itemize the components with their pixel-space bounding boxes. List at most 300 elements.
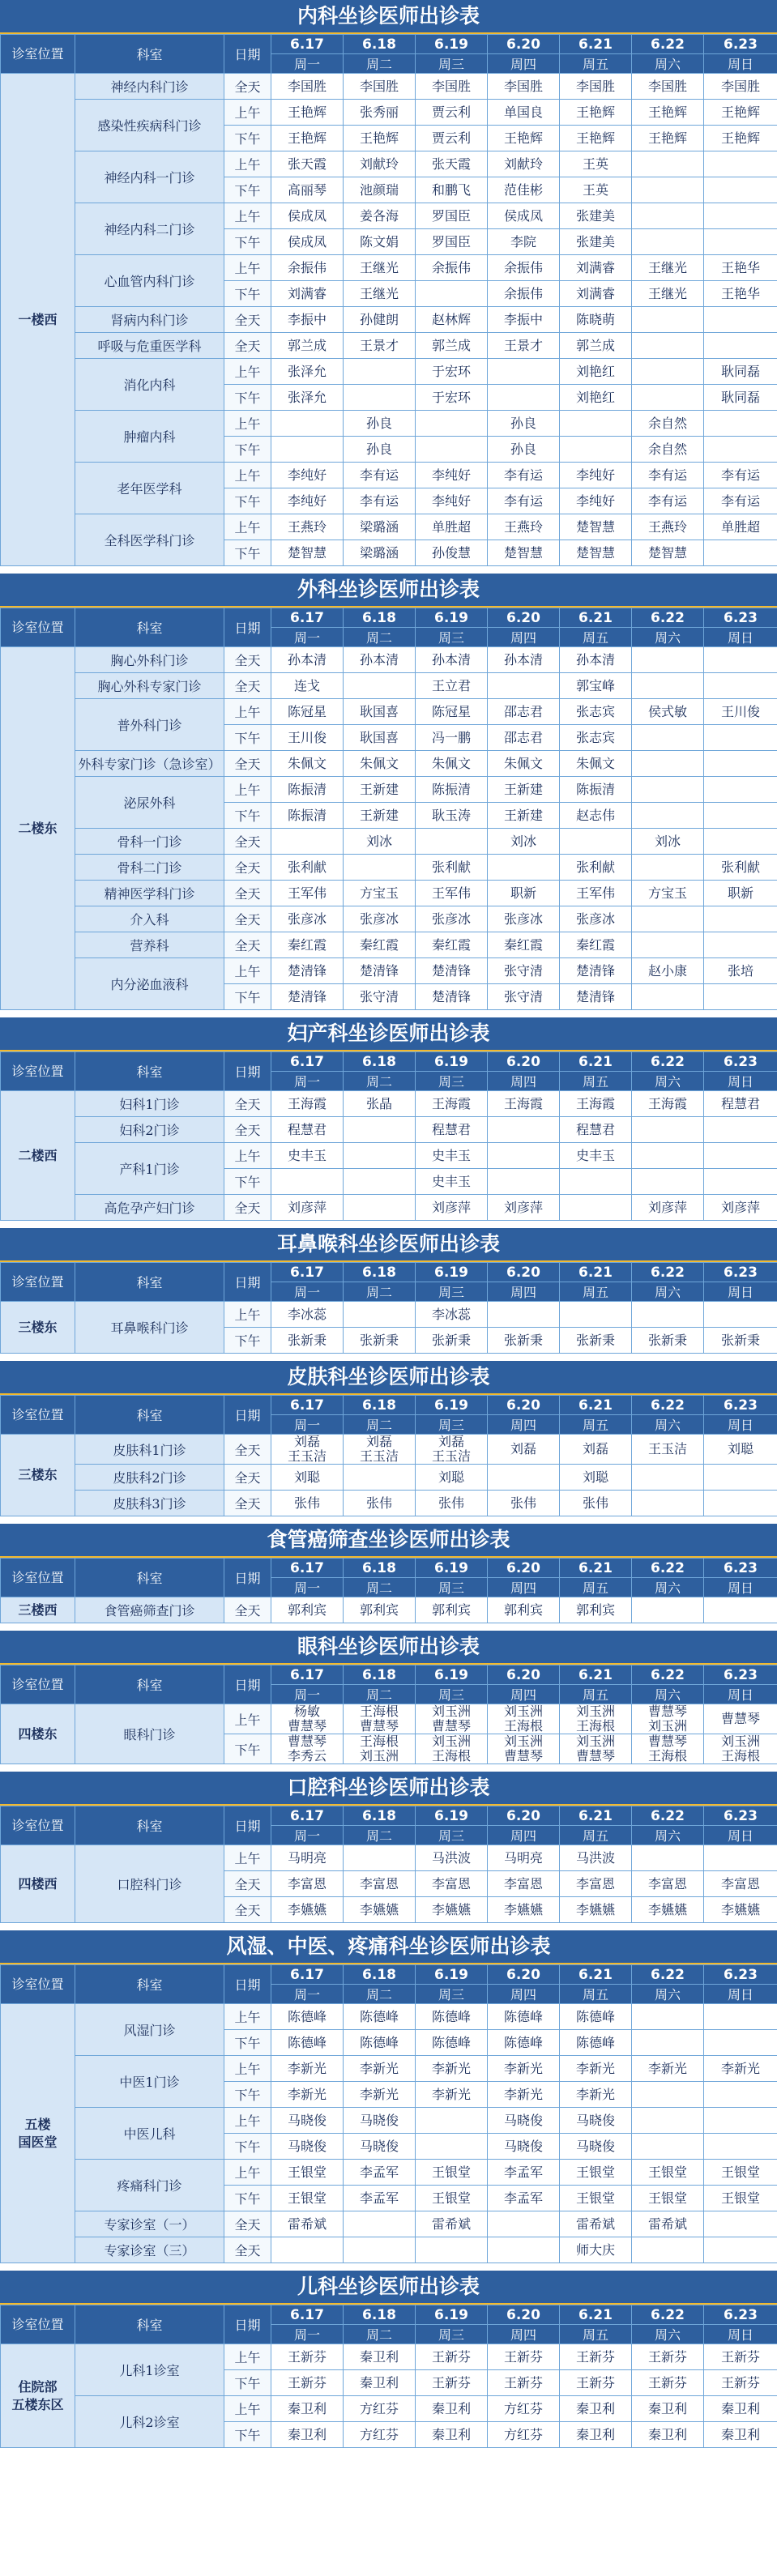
doctor-cell: 耿同磊 bbox=[704, 359, 777, 385]
header-date: 6.19 bbox=[416, 1665, 488, 1685]
header-weekday: 周一 bbox=[271, 628, 344, 647]
doctor-cell: 陈德峰 bbox=[488, 2030, 560, 2056]
schedule-section bbox=[0, 1524, 777, 1623]
doctor-cell bbox=[416, 2237, 488, 2263]
doctor-cell: 侯成凤 bbox=[488, 203, 560, 229]
doctor-cell: 李嬿嬿 bbox=[344, 1897, 416, 1923]
schedule-row bbox=[1, 647, 777, 673]
schedule-row bbox=[1, 2056, 777, 2082]
doctor-cell: 余振伟 bbox=[488, 281, 560, 307]
doctor-cell: 李新光 bbox=[560, 2082, 632, 2108]
doctor-cell: 刘磊 王玉洁 bbox=[271, 1435, 344, 1465]
header-department: 科室 bbox=[75, 1806, 224, 1845]
header-weekday: 周一 bbox=[271, 1985, 344, 2004]
department-name: 全科医学科门诊 bbox=[75, 514, 224, 566]
header-weekday: 周五 bbox=[560, 1415, 632, 1435]
doctor-cell: 李振中 bbox=[271, 307, 344, 333]
doctor-cell: 马晓俊 bbox=[560, 2134, 632, 2160]
location-cell: 四楼东 bbox=[1, 1704, 75, 1764]
period-cell: 上午 bbox=[224, 514, 271, 540]
header-date: 6.21 bbox=[560, 1806, 632, 1826]
department-name: 内分泌血液科 bbox=[75, 958, 224, 1010]
doctor-cell: 王立君 bbox=[416, 673, 488, 699]
doctor-cell: 王海霞 bbox=[632, 1091, 704, 1117]
doctor-cell: 李纯好 bbox=[271, 463, 344, 488]
doctor-cell: 刘满睿 bbox=[560, 255, 632, 281]
period-cell: 下午 bbox=[224, 725, 271, 751]
period-cell: 上午 bbox=[224, 255, 271, 281]
section-separator bbox=[0, 1354, 777, 1361]
doctor-cell: 方宝玉 bbox=[632, 881, 704, 906]
doctor-cell: 李孟军 bbox=[488, 2186, 560, 2211]
doctor-cell bbox=[704, 1117, 777, 1143]
header-date: 6.23 bbox=[704, 1965, 777, 1985]
header-date: 6.17 bbox=[271, 1806, 344, 1826]
schedule-row bbox=[1, 1302, 777, 1328]
doctor-cell: 李孟军 bbox=[488, 2160, 560, 2186]
header-weekday: 周日 bbox=[704, 1415, 777, 1435]
doctor-cell: 罗国臣 bbox=[416, 229, 488, 255]
header-date: 6.18 bbox=[344, 1052, 416, 1072]
period-cell: 全天 bbox=[224, 881, 271, 906]
section-title: 眼科坐诊医师出诊表 bbox=[0, 1631, 777, 1665]
doctor-cell bbox=[632, 1169, 704, 1195]
header-row-dates bbox=[1, 2305, 777, 2325]
header-date: 6.22 bbox=[632, 1396, 704, 1415]
doctor-cell: 张新秉 bbox=[704, 1328, 777, 1354]
doctor-cell: 程慧君 bbox=[704, 1091, 777, 1117]
doctor-cell bbox=[488, 2237, 560, 2263]
period-cell: 全天 bbox=[224, 1465, 271, 1491]
department-name: 介入科 bbox=[75, 906, 224, 932]
location-cell: 住院部 五楼东区 bbox=[1, 2344, 75, 2448]
period-cell: 下午 bbox=[224, 488, 271, 514]
header-period: 日期 bbox=[224, 1263, 271, 1302]
doctor-cell: 王银堂 bbox=[560, 2160, 632, 2186]
header-weekday: 周五 bbox=[560, 1685, 632, 1704]
doctor-cell: 孙良 bbox=[488, 437, 560, 463]
header-date: 6.23 bbox=[704, 1806, 777, 1826]
doctor-cell bbox=[632, 359, 704, 385]
period-cell: 全天 bbox=[224, 932, 271, 958]
doctor-cell bbox=[344, 1117, 416, 1143]
period-cell: 全天 bbox=[224, 307, 271, 333]
header-period: 日期 bbox=[224, 1396, 271, 1435]
doctor-cell: 楚智慧 bbox=[632, 540, 704, 566]
header-weekday: 周日 bbox=[704, 1685, 777, 1704]
header-weekday: 周一 bbox=[271, 1826, 344, 1845]
period-cell: 上午 bbox=[224, 2004, 271, 2030]
doctor-cell: 李新光 bbox=[488, 2082, 560, 2108]
doctor-cell: 职新 bbox=[704, 881, 777, 906]
doctor-cell: 罗国臣 bbox=[416, 203, 488, 229]
doctor-cell: 王艳辉 bbox=[560, 100, 632, 126]
schedule-section bbox=[0, 574, 777, 1010]
doctor-cell: 刘玉洲 曹慧琴 bbox=[488, 1734, 560, 1764]
header-period: 日期 bbox=[224, 1559, 271, 1597]
header-weekday: 周六 bbox=[632, 2325, 704, 2344]
department-name: 产科1门诊 bbox=[75, 1143, 224, 1195]
doctor-cell: 张彦冰 bbox=[560, 906, 632, 932]
doctor-cell: 秦红霞 bbox=[271, 932, 344, 958]
period-cell: 下午 bbox=[224, 1328, 271, 1354]
doctor-cell: 秦卫利 bbox=[416, 2396, 488, 2422]
doctor-cell bbox=[488, 1117, 560, 1143]
doctor-cell: 王燕玲 bbox=[488, 514, 560, 540]
doctor-cell: 王新芬 bbox=[488, 2370, 560, 2396]
doctor-cell: 贾云利 bbox=[416, 126, 488, 151]
doctor-cell: 孙本清 bbox=[560, 647, 632, 673]
doctor-cell: 王川俊 bbox=[704, 699, 777, 725]
doctor-cell: 李有运 bbox=[704, 463, 777, 488]
doctor-cell: 王军伟 bbox=[271, 881, 344, 906]
doctor-cell: 李国胜 bbox=[344, 74, 416, 100]
period-cell: 下午 bbox=[224, 2186, 271, 2211]
header-weekday: 周日 bbox=[704, 1282, 777, 1302]
doctor-cell: 楚智慧 bbox=[560, 514, 632, 540]
section-separator bbox=[0, 1623, 777, 1631]
department-name: 肾病内科门诊 bbox=[75, 307, 224, 333]
doctor-cell bbox=[704, 751, 777, 777]
schedule-row bbox=[1, 2211, 777, 2237]
schedule-table bbox=[0, 34, 777, 566]
doctor-cell: 王银堂 bbox=[560, 2186, 632, 2211]
period-cell: 上午 bbox=[224, 203, 271, 229]
header-row-dates bbox=[1, 1806, 777, 1826]
doctor-cell: 邵志君 bbox=[488, 699, 560, 725]
doctor-cell bbox=[488, 1143, 560, 1169]
department-name: 神经内科门诊 bbox=[75, 74, 224, 100]
doctor-cell: 孙本清 bbox=[344, 647, 416, 673]
doctor-cell: 孙本清 bbox=[488, 647, 560, 673]
header-date: 6.20 bbox=[488, 1965, 560, 1985]
header-weekday: 周二 bbox=[344, 1985, 416, 2004]
doctor-cell: 马洪波 bbox=[416, 1845, 488, 1871]
header-department: 科室 bbox=[75, 1052, 224, 1091]
header-date: 6.17 bbox=[271, 1396, 344, 1415]
schedule-row bbox=[1, 829, 777, 855]
doctor-cell bbox=[704, 1169, 777, 1195]
doctor-cell: 王燕玲 bbox=[271, 514, 344, 540]
doctor-cell: 雷希斌 bbox=[271, 2211, 344, 2237]
schedule-row bbox=[1, 1597, 777, 1623]
schedule-row bbox=[1, 100, 777, 126]
doctor-cell: 陈德峰 bbox=[344, 2004, 416, 2030]
doctor-cell bbox=[632, 2134, 704, 2160]
doctor-cell: 李有运 bbox=[488, 463, 560, 488]
doctor-cell: 雷希斌 bbox=[560, 2211, 632, 2237]
doctor-cell: 孙本清 bbox=[416, 647, 488, 673]
department-name: 妇科2门诊 bbox=[75, 1117, 224, 1143]
doctor-cell bbox=[704, 2004, 777, 2030]
doctor-cell bbox=[704, 307, 777, 333]
doctor-cell bbox=[488, 1465, 560, 1491]
doctor-cell: 李富恩 bbox=[632, 1871, 704, 1897]
doctor-cell bbox=[560, 411, 632, 437]
header-period: 日期 bbox=[224, 2305, 271, 2344]
header-date: 6.23 bbox=[704, 608, 777, 628]
header-weekday: 周三 bbox=[416, 54, 488, 74]
schedule-row bbox=[1, 673, 777, 699]
doctor-cell: 楚清锋 bbox=[560, 958, 632, 984]
department-name: 泌尿外科 bbox=[75, 777, 224, 829]
doctor-cell: 刘聪 bbox=[271, 1465, 344, 1491]
doctor-cell: 王银堂 bbox=[632, 2160, 704, 2186]
doctor-cell bbox=[560, 829, 632, 855]
doctor-cell: 秦卫利 bbox=[704, 2422, 777, 2448]
doctor-cell: 李有运 bbox=[632, 488, 704, 514]
header-date: 6.21 bbox=[560, 1559, 632, 1578]
doctor-cell: 郭利宾 bbox=[271, 1597, 344, 1623]
header-weekday: 周四 bbox=[488, 628, 560, 647]
section-title: 风湿、中医、疼痛科坐诊医师出诊表 bbox=[0, 1930, 777, 1964]
doctor-cell: 张伟 bbox=[560, 1491, 632, 1516]
header-date: 6.20 bbox=[488, 35, 560, 54]
header-period: 日期 bbox=[224, 1665, 271, 1704]
section-separator bbox=[0, 1923, 777, 1930]
header-date: 6.19 bbox=[416, 1559, 488, 1578]
department-name: 耳鼻喉科门诊 bbox=[75, 1302, 224, 1354]
doctor-cell bbox=[704, 411, 777, 437]
header-date: 6.17 bbox=[271, 35, 344, 54]
doctor-cell: 楚清锋 bbox=[416, 958, 488, 984]
doctor-cell: 王英 bbox=[560, 151, 632, 177]
doctor-cell: 秦红霞 bbox=[488, 932, 560, 958]
header-weekday: 周三 bbox=[416, 1072, 488, 1091]
doctor-cell: 李新光 bbox=[416, 2082, 488, 2108]
header-date: 6.19 bbox=[416, 1396, 488, 1415]
header-date: 6.21 bbox=[560, 1965, 632, 1985]
doctor-cell bbox=[560, 1169, 632, 1195]
header-date: 6.17 bbox=[271, 2305, 344, 2325]
header-department: 科室 bbox=[75, 2305, 224, 2344]
period-cell: 全天 bbox=[224, 1195, 271, 1221]
header-weekday: 周三 bbox=[416, 1685, 488, 1704]
doctor-cell bbox=[416, 437, 488, 463]
header-date: 6.22 bbox=[632, 608, 704, 628]
doctor-cell: 史丰玉 bbox=[416, 1143, 488, 1169]
doctor-cell: 王银堂 bbox=[704, 2186, 777, 2211]
period-cell: 上午 bbox=[224, 1302, 271, 1328]
header-date: 6.21 bbox=[560, 608, 632, 628]
doctor-cell: 李有运 bbox=[344, 488, 416, 514]
doctor-cell bbox=[632, 1302, 704, 1328]
department-name: 食管癌筛查门诊 bbox=[75, 1597, 224, 1623]
doctor-cell: 王银堂 bbox=[271, 2160, 344, 2186]
header-weekday: 周四 bbox=[488, 1826, 560, 1845]
department-name: 皮肤科2门诊 bbox=[75, 1465, 224, 1491]
period-cell: 下午 bbox=[224, 803, 271, 829]
period-cell: 下午 bbox=[224, 540, 271, 566]
header-date: 6.21 bbox=[560, 1665, 632, 1685]
schedule-row bbox=[1, 411, 777, 437]
period-cell: 上午 bbox=[224, 1704, 271, 1734]
doctor-cell bbox=[632, 1491, 704, 1516]
doctor-cell: 李富恩 bbox=[560, 1871, 632, 1897]
section-separator bbox=[0, 566, 777, 574]
doctor-cell bbox=[632, 1143, 704, 1169]
doctor-cell: 王新建 bbox=[344, 803, 416, 829]
doctor-cell: 池颜瑞 bbox=[344, 177, 416, 203]
period-cell: 下午 bbox=[224, 229, 271, 255]
header-weekday: 周日 bbox=[704, 1826, 777, 1845]
doctor-cell: 孙良 bbox=[344, 411, 416, 437]
doctor-cell: 李新光 bbox=[344, 2056, 416, 2082]
schedule-row bbox=[1, 203, 777, 229]
doctor-cell: 连戈 bbox=[271, 673, 344, 699]
header-date: 6.23 bbox=[704, 1665, 777, 1685]
doctor-cell bbox=[632, 307, 704, 333]
doctor-cell bbox=[704, 829, 777, 855]
header-weekday: 周四 bbox=[488, 2325, 560, 2344]
section-separator bbox=[0, 1764, 777, 1772]
doctor-cell: 朱佩文 bbox=[488, 751, 560, 777]
schedule-row bbox=[1, 74, 777, 100]
header-location: 诊室位置 bbox=[1, 1665, 75, 1704]
doctor-cell: 刘聪 bbox=[704, 1435, 777, 1465]
doctor-cell: 朱佩文 bbox=[344, 751, 416, 777]
doctor-cell: 王银堂 bbox=[416, 2160, 488, 2186]
doctor-cell: 王艳辉 bbox=[704, 100, 777, 126]
doctor-cell: 李纯好 bbox=[271, 488, 344, 514]
department-name: 风湿门诊 bbox=[75, 2004, 224, 2056]
department-name: 高危孕产妇门诊 bbox=[75, 1195, 224, 1221]
header-row-dates bbox=[1, 1396, 777, 1415]
period-cell: 上午 bbox=[224, 2108, 271, 2134]
period-cell: 上午 bbox=[224, 2056, 271, 2082]
doctor-cell bbox=[488, 855, 560, 881]
header-weekday: 周五 bbox=[560, 1578, 632, 1597]
doctor-cell: 张彦冰 bbox=[271, 906, 344, 932]
doctor-cell bbox=[632, 203, 704, 229]
period-cell: 全天 bbox=[224, 829, 271, 855]
doctor-cell bbox=[632, 2108, 704, 2134]
doctor-cell: 张新秉 bbox=[488, 1328, 560, 1354]
header-date: 6.20 bbox=[488, 1559, 560, 1578]
doctor-cell: 王艳华 bbox=[704, 255, 777, 281]
period-cell: 全天 bbox=[224, 673, 271, 699]
department-name: 骨科二门诊 bbox=[75, 855, 224, 881]
schedule-section bbox=[0, 1772, 777, 1923]
doctor-cell bbox=[632, 932, 704, 958]
schedule-row bbox=[1, 463, 777, 488]
header-weekday: 周四 bbox=[488, 1282, 560, 1302]
doctor-cell: 刘彦萍 bbox=[488, 1195, 560, 1221]
period-cell: 全天 bbox=[224, 751, 271, 777]
department-name: 皮肤科1门诊 bbox=[75, 1435, 224, 1465]
section-separator bbox=[0, 1010, 777, 1017]
header-row-dates bbox=[1, 1559, 777, 1578]
doctor-cell: 王新芬 bbox=[488, 2344, 560, 2370]
doctor-cell: 张伟 bbox=[488, 1491, 560, 1516]
schedule-table bbox=[0, 1262, 777, 1354]
header-date: 6.19 bbox=[416, 1965, 488, 1985]
period-cell: 上午 bbox=[224, 2344, 271, 2370]
doctor-cell: 王新芬 bbox=[560, 2370, 632, 2396]
doctor-cell: 秦卫利 bbox=[560, 2396, 632, 2422]
department-name: 胸心外科专家门诊 bbox=[75, 673, 224, 699]
header-date: 6.19 bbox=[416, 35, 488, 54]
doctor-cell: 杨敏 曹慧琴 bbox=[271, 1704, 344, 1734]
doctor-cell: 王艳辉 bbox=[632, 126, 704, 151]
header-weekday: 周日 bbox=[704, 628, 777, 647]
doctor-cell bbox=[488, 1302, 560, 1328]
doctor-cell bbox=[704, 1597, 777, 1623]
section-title: 儿科坐诊医师出诊表 bbox=[0, 2271, 777, 2305]
doctor-cell: 陈冠星 bbox=[271, 699, 344, 725]
doctor-cell: 王艳辉 bbox=[271, 126, 344, 151]
doctor-cell bbox=[344, 855, 416, 881]
period-cell: 全天 bbox=[224, 1091, 271, 1117]
header-date: 6.18 bbox=[344, 35, 416, 54]
doctor-cell: 刘彦萍 bbox=[632, 1195, 704, 1221]
doctor-cell bbox=[704, 1491, 777, 1516]
doctor-cell: 张建美 bbox=[560, 203, 632, 229]
doctor-cell: 李嬿嬿 bbox=[704, 1897, 777, 1923]
header-weekday: 周四 bbox=[488, 54, 560, 74]
schedule-table bbox=[0, 1051, 777, 1221]
doctor-cell: 刘冰 bbox=[344, 829, 416, 855]
doctor-cell: 李新光 bbox=[344, 2082, 416, 2108]
department-name: 老年医学科 bbox=[75, 463, 224, 514]
doctor-cell: 耿同磊 bbox=[704, 385, 777, 411]
doctor-cell bbox=[704, 777, 777, 803]
header-date: 6.20 bbox=[488, 1052, 560, 1072]
doctor-cell bbox=[560, 1302, 632, 1328]
doctor-cell: 刘玉洲 王海根 bbox=[416, 1734, 488, 1764]
section-separator bbox=[0, 1221, 777, 1228]
department-name: 营养科 bbox=[75, 932, 224, 958]
header-date: 6.18 bbox=[344, 1965, 416, 1985]
schedule-row bbox=[1, 2396, 777, 2422]
department-name: 肿瘤内科 bbox=[75, 411, 224, 463]
doctor-cell: 李富恩 bbox=[271, 1871, 344, 1897]
doctor-cell: 楚智慧 bbox=[560, 540, 632, 566]
doctor-cell: 余振伟 bbox=[488, 255, 560, 281]
header-date: 6.17 bbox=[271, 1965, 344, 1985]
period-cell: 全天 bbox=[224, 2237, 271, 2263]
doctor-cell: 楚智慧 bbox=[488, 540, 560, 566]
doctor-cell: 张利献 bbox=[704, 855, 777, 881]
header-location: 诊室位置 bbox=[1, 608, 75, 647]
location-cell: 三楼东 bbox=[1, 1435, 75, 1516]
doctor-cell bbox=[632, 803, 704, 829]
doctor-cell: 刘玉洲 曹慧琴 bbox=[416, 1704, 488, 1734]
header-weekday: 周一 bbox=[271, 54, 344, 74]
header-weekday: 周三 bbox=[416, 1282, 488, 1302]
doctor-cell: 王新芬 bbox=[271, 2344, 344, 2370]
doctor-cell bbox=[344, 2237, 416, 2263]
doctor-cell bbox=[416, 411, 488, 437]
schedule-row bbox=[1, 1195, 777, 1221]
schedule-row bbox=[1, 777, 777, 803]
header-date: 6.20 bbox=[488, 1396, 560, 1415]
header-date: 6.21 bbox=[560, 35, 632, 54]
doctor-cell: 楚清锋 bbox=[271, 958, 344, 984]
header-row-dates bbox=[1, 1052, 777, 1072]
doctor-cell: 王景才 bbox=[488, 333, 560, 359]
header-date: 6.19 bbox=[416, 608, 488, 628]
header-date: 6.20 bbox=[488, 1806, 560, 1826]
doctor-cell: 王继光 bbox=[632, 281, 704, 307]
header-row-dates bbox=[1, 1965, 777, 1985]
doctor-cell: 李新光 bbox=[632, 2056, 704, 2082]
doctor-cell: 楚清锋 bbox=[560, 984, 632, 1010]
schedule-row bbox=[1, 1091, 777, 1117]
location-cell: 二楼东 bbox=[1, 647, 75, 1010]
period-cell: 上午 bbox=[224, 777, 271, 803]
doctor-cell bbox=[632, 751, 704, 777]
